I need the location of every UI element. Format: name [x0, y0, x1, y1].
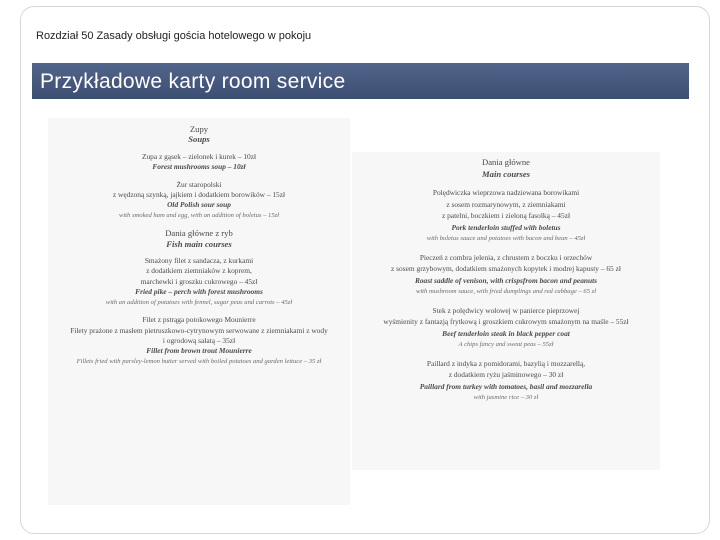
turkey-name-en: Paillard from turkey with tomatoes, basil and mozzarella [419, 381, 593, 391]
steak-desc-pl: wyśmienity z fantazją frytkową i groszkiem cukrowym smażonym na maśle – 55zł [383, 317, 629, 326]
soups-title-en: Soups [188, 134, 210, 145]
steak-name-pl: Stek z polędwicy wołowej w panierce pieprzowej [432, 305, 580, 315]
steak-desc-en: A chips fancy and sweat peas – 55zł [458, 341, 554, 348]
menu-scan-left [48, 118, 350, 505]
fish-title-en: Fish main courses [166, 238, 232, 249]
trout-desc2-pl: i ogrodową sałatą – 35zł [162, 335, 236, 345]
trout-name-en: Fillet from brown trout Mounierre [146, 346, 252, 356]
pork-desc-en: with boletus sauce and potatoes with bacon and bean – 45zł [426, 235, 586, 242]
mushroom-soup-pl: Zupa z gąsek – zielonek i kurek – 10zł [141, 151, 257, 161]
turkey-desc-en: with jasmine rice – 30 zł [473, 394, 539, 401]
fish-title-pl: Dania główne z ryb [165, 228, 233, 239]
menu-scan-right [352, 152, 660, 470]
main-courses-title-en: Main courses [482, 168, 530, 179]
trout-name-pl: Filet z pstrąga potokowego Mounierre [142, 315, 256, 325]
pork-name-en: Pork tenderloin stuffed with boletus [451, 222, 561, 232]
chapter-header: Rozdział 50 Zasady obsługi gościa hotelowego w pokoju [36, 30, 312, 42]
zur-name-en: Old Polish sour soup [167, 200, 231, 210]
venison-desc-pl: z sosem grzybowym, dodatkiem smażonych kopytek i modrej kapusty – 65 zł [391, 264, 621, 273]
soups-title-pl: Zupy [189, 124, 209, 134]
pike-name-en: Fried pike – perch with forest mushrooms [135, 287, 263, 297]
pike-desc1-pl: z dodatkiem ziemniaków z koprem, [146, 266, 252, 276]
venison-desc-en: with mushroom sauce, with fried dumplings and red cabbage – 65 zł [415, 288, 597, 295]
zur-desc-en: with smoked ham and egg, with an addition of boletus – 15zł [118, 211, 280, 219]
slide-title: Przykładowe karty room service [32, 63, 689, 99]
pike-name-pl: Smażony filet z sandacza, z kurkami [144, 256, 254, 266]
pike-desc2-pl: marchewki i groszku cukrowego – 45zł [140, 276, 258, 286]
venison-name-pl: Pieczeń z combra jelenia, z chrustem z boczku i orzechów [419, 252, 593, 262]
main-courses-title-pl: Dania główne [482, 157, 530, 167]
pike-desc-en: with an addition of potatoes with fennel, sugar peas and carrots – 45zł [105, 298, 293, 306]
pork-desc2-pl: z patelni, boczkiem i zieloną fasolką – 45zł [441, 211, 571, 220]
zur-desc-pl: z wędzoną szynką, jajkiem i dodatkiem borowików – 15zł [112, 190, 286, 200]
pork-name-pl: Polędwiczka wieprzowa nadziewana borowikami [432, 188, 580, 197]
trout-desc-en: Fillets fried with parsley-lemon butter served with boiled potatoes and garden lettuce – 35 zł [76, 357, 322, 365]
steak-name-en: Beef tenderloin steak in black pepper coat [442, 328, 570, 338]
turkey-desc-pl: z dodatkiem ryżu jaśminowego – 30 zł [448, 370, 564, 379]
trout-desc1-pl: Filety prażone z masłem pietruszkowo-cytrynowym serwowane z ziemniakami z wody [70, 325, 328, 335]
venison-name-en: Roast saddle of venison, with crispsfrom bacon and peanuts [414, 275, 598, 285]
zur-name-pl: Żur staropolski [176, 179, 222, 189]
pork-desc1-pl: z sosem rozmarynowym, z ziemniakami [446, 199, 566, 209]
turkey-name-pl: Paillard z indyka z pomidorami, bazylią i mozzarellą, [426, 358, 586, 368]
mushroom-soup-en: Forest mushrooms soup – 10zł [152, 162, 246, 172]
